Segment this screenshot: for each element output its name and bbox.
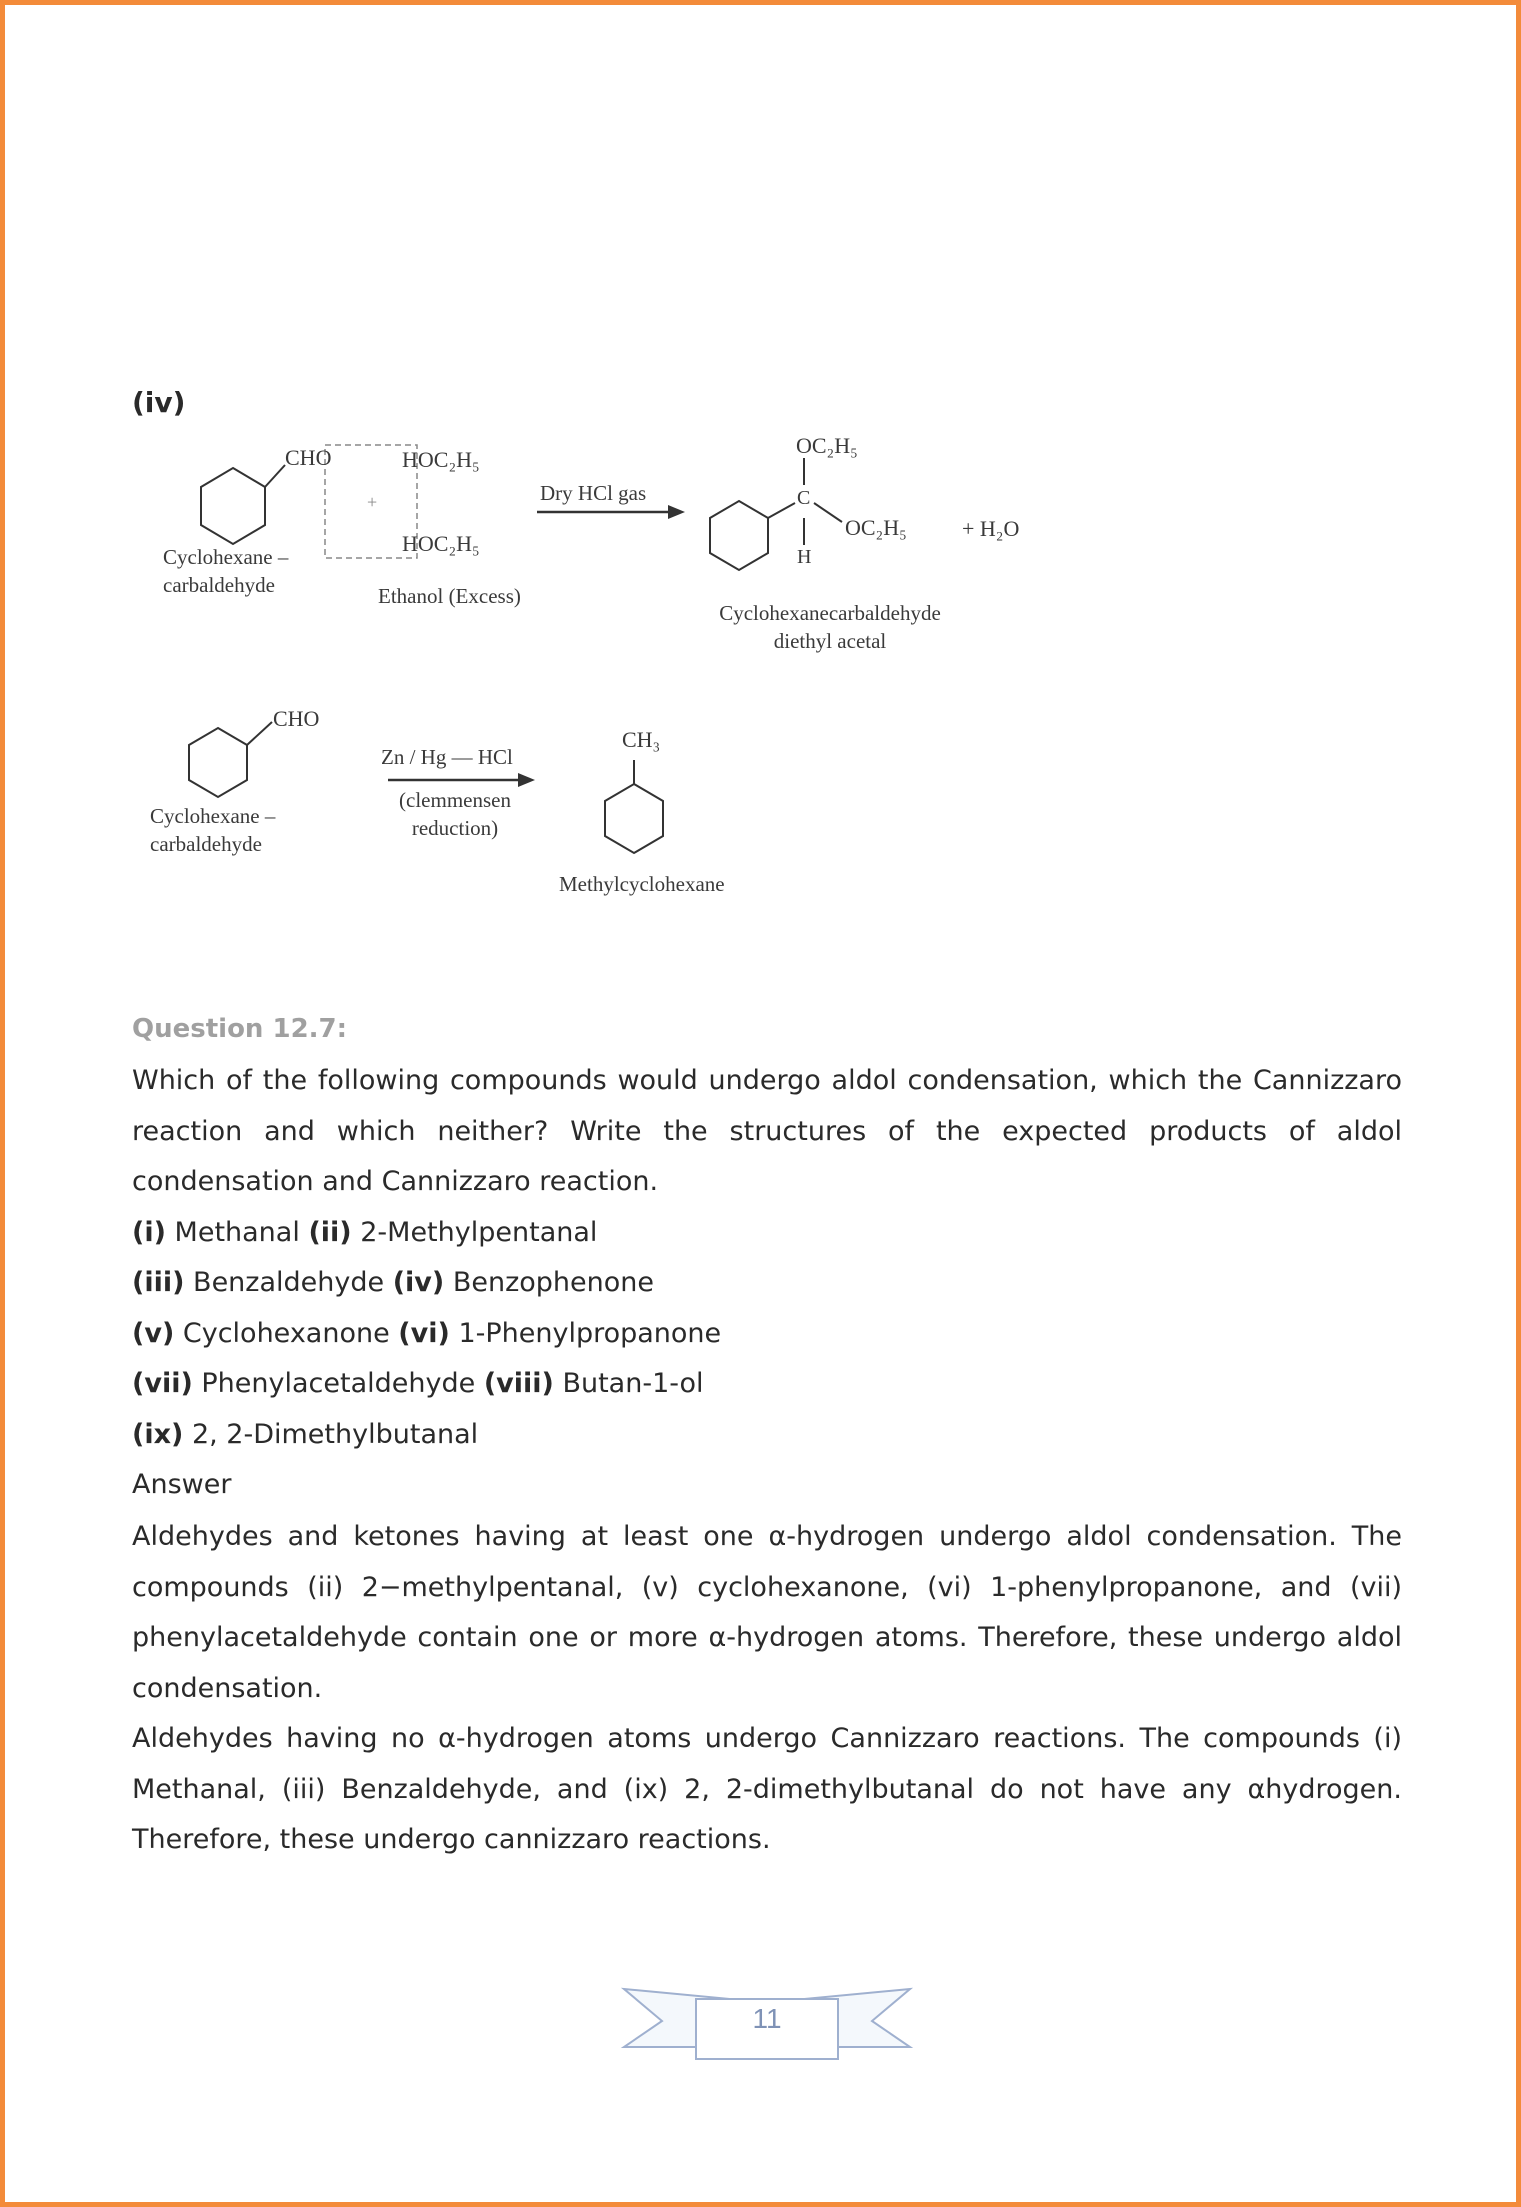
reagent-bottom-line1: (clemmensen [399,788,511,812]
option-num: (vi) [398,1318,450,1349]
option-name: Butan-1-ol [562,1368,704,1399]
option-num: (vii) [132,1368,193,1399]
reactant1-o: O [315,445,332,470]
option-name: Methanal [174,1217,300,1248]
option-name: Benzaldehyde [193,1267,385,1298]
option-row-2 [132,1258,654,1308]
question-title: Question 12.7: [132,1014,348,1044]
option-name: Cyclohexanone [182,1318,390,1349]
product-name-line2: diethyl acetal [773,629,887,653]
option-num: (v) [132,1318,175,1349]
reactant-name-line1: Cyclohexane – [150,804,276,828]
reactant2-bottom-h: H [402,531,418,556]
option-row-5 [132,1410,478,1460]
product-center-carbon: C [797,487,811,509]
answer-paragraph-2: Aldehydes having no α-hydrogen atoms undergo Cannizzaro reactions. The compounds (i) Methanal, (iii) Benzaldehyde, and (ix) 2, 2-dimethylbutanal do not have any αhydrogen. Therefore, these undergo cannizzaro reactions. [132,1723,1402,1855]
option-row-3 [132,1309,721,1359]
reagent-bottom-line2: reduction) [411,816,499,840]
option-name: 1-Phenylpropanone [458,1318,722,1349]
option-name: Phenylacetaldehyde [201,1368,476,1399]
option-num: (ix) [132,1419,184,1450]
product-ch3: CH₃ [622,727,661,752]
part-label: (iv) [132,386,186,419]
page-number: 11 [752,2003,782,2034]
option-num: (viii) [483,1368,554,1399]
product-right-group: OC₂H₅ [845,515,907,540]
option-num: (i) [132,1217,166,1248]
reagent-top: Zn / Hg — HCl [381,745,513,769]
product-name-line1: Cyclohexanecarbaldehyde [719,601,941,625]
option-num: (ii) [308,1217,352,1248]
plus-sign: + [367,492,378,512]
option-row-1 [132,1208,597,1258]
reactant2-top-group: OC₂H₅ [417,447,480,472]
product-bottom-h: H [797,546,812,568]
product-top-group: OC₂H₅ [796,433,858,458]
reactant2-top-h: H [402,447,418,472]
reactant-name-line2: carbaldehyde [150,832,262,856]
reactant2-bottom-group: OC₂H₅ [417,531,480,556]
answer-paragraph-1: Aldehydes and ketones having at least one α-hydrogen undergo aldol condensation. The compounds (ii) 2−methylpentanal, (v) cyclohexanone, (vi) 1-phenylpropanone, and (vii) phenylacetaldehyde contain one or more α-hydrogen atoms. Therefore, these undergo aldol condensation. [132,1521,1402,1704]
option-name: 2-Methylpentanal [360,1217,598,1248]
reactant1-name-line2: carbaldehyde [163,573,275,597]
reactant-cho: CHO [273,706,320,731]
option-name: 2, 2-Dimethylbutanal [191,1419,479,1450]
option-row-4 [132,1359,704,1409]
answer-heading: Answer [132,1469,232,1500]
option-num: (iii) [132,1267,185,1298]
question-text: Which of the following compounds would undergo aldol condensation, which the Cannizzaro reaction and which neither? Write the structures of the expected products of aldol condensation and Cannizzaro reaction. [132,1065,1402,1197]
reagent-label: Dry HCl gas [540,481,647,505]
byproduct-water: + H₂O [962,516,1020,541]
reactant1-name-line1: Cyclohexane – [163,545,289,569]
option-num: (iv) [392,1267,445,1298]
product-name: Methylcyclohexane [559,872,725,896]
reactant1-ch: CH [285,445,316,470]
reactant2-name: Ethanol (Excess) [378,584,521,608]
option-name: Benzophenone [452,1267,654,1298]
